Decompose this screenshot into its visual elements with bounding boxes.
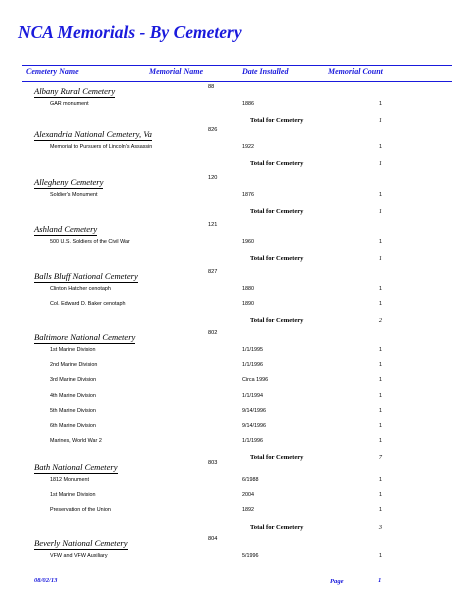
date-installed: 2004 (242, 492, 254, 499)
footer-page-number: 1 (378, 577, 382, 584)
date-installed: 1/1/1996 (242, 362, 263, 369)
total-value: 2 (378, 317, 382, 325)
column-header-row (22, 65, 452, 82)
memorial-name: 6th Marine Division (50, 423, 96, 429)
cemetery-name: Allegheny Cemetery (34, 177, 104, 187)
memorial-count: 1 (379, 507, 382, 514)
total-label: Total for Cemetery (250, 454, 304, 462)
memorial-count: 1 (379, 347, 382, 353)
memorial-name: Clinton Hatcher cenotaph (50, 286, 111, 292)
memorial-count: 1 (379, 492, 382, 499)
memorial-count: 1 (379, 192, 382, 198)
memorial-name: 1st Marine Division (50, 492, 96, 499)
total-label: Total for Cemetery (250, 208, 304, 216)
page-title: NCA Memorials - By Cemetery (18, 22, 242, 42)
memorial-count: 1 (379, 477, 382, 483)
memorial-name: 1812 Monument (50, 477, 89, 483)
memorial-name: Marines, World War 2 (50, 438, 102, 445)
memorial-count: 1 (379, 423, 382, 429)
cemetery-name: Balls Bluff National Cemetery (34, 271, 138, 281)
date-installed: 1892 (242, 507, 254, 514)
cemetery-id: 827 (208, 269, 218, 275)
cemetery-name: Bath National Cemetery (34, 462, 118, 472)
memorial-count: 1 (379, 392, 382, 399)
memorial-name: 2nd Marine Division (50, 362, 98, 369)
date-installed: 9/14/1996 (242, 407, 266, 414)
column-header-memorial: Memorial Name (149, 67, 203, 76)
cemetery-id: 120 (208, 175, 218, 181)
date-installed: 1/1/1994 (242, 392, 263, 399)
memorial-count: 1 (379, 301, 382, 308)
date-installed: 1922 (242, 144, 254, 150)
date-installed: 1880 (242, 286, 254, 292)
memorial-name: Memorial to Pursuers of Lincoln's Assassin (50, 144, 153, 150)
memorial-name: 4th Marine Division (50, 392, 96, 399)
memorial-name: Preservation of the Union (50, 507, 111, 514)
memorial-count: 1 (379, 438, 382, 445)
total-value: 7 (378, 454, 382, 462)
date-installed: 1886 (242, 101, 254, 107)
date-installed: 9/14/1996 (242, 423, 266, 429)
memorial-count: 1 (379, 553, 382, 559)
memorial-name: 5th Marine Division (50, 407, 96, 414)
memorial-count: 1 (379, 144, 382, 150)
memorial-name: VFW and VFW Auxiliary (50, 553, 108, 559)
total-value: 1 (378, 117, 382, 125)
date-installed: 6/1988 (242, 477, 259, 483)
memorial-count: 1 (379, 407, 382, 414)
memorial-name: 1st Marine Division (50, 347, 96, 353)
cemetery-name: Ashland Cemetery (34, 224, 98, 234)
column-header-date: Date Installed (242, 67, 289, 76)
column-header-count: Memorial Count (328, 67, 383, 76)
date-installed: 5/1996 (242, 553, 259, 559)
memorial-count: 1 (379, 101, 382, 107)
cemetery-id: 121 (208, 222, 218, 228)
cemetery-id: 826 (208, 127, 218, 133)
memorial-name: 3rd Marine Division (50, 377, 97, 384)
cemetery-id: 803 (208, 460, 218, 466)
memorial-count: 1 (379, 239, 382, 245)
footer-date: 08/02/13 (34, 577, 58, 584)
date-installed: 1/1/1995 (242, 347, 263, 353)
total-label: Total for Cemetery (250, 160, 304, 168)
footer-page-label: Page (330, 578, 344, 585)
cemetery-id: 804 (208, 536, 218, 542)
memorial-count: 1 (379, 362, 382, 369)
cemetery-name: Albany Rural Cemetery (34, 86, 116, 96)
cemetery-id: 88 (208, 84, 215, 90)
memorial-count: 1 (379, 377, 382, 384)
cemetery-name: Baltimore National Cemetery (34, 332, 136, 342)
total-value: 1 (378, 208, 382, 216)
cemetery-id: 802 (208, 330, 218, 336)
total-label: Total for Cemetery (250, 317, 304, 325)
date-installed: 1/1/1996 (242, 438, 263, 445)
date-installed: 1960 (242, 239, 254, 245)
cemetery-name: Beverly National Cemetery (34, 538, 128, 548)
cemetery-name: Alexandria National Cemetery, Va (34, 129, 152, 139)
column-header-cemetery: Cemetery Name (26, 67, 79, 76)
date-installed: 1876 (242, 192, 254, 198)
total-label: Total for Cemetery (250, 255, 304, 263)
date-installed: 1890 (242, 301, 254, 308)
memorial-name: Col. Edward D. Baker cenotaph (50, 301, 126, 308)
total-value: 1 (378, 255, 382, 263)
memorial-name: GAR monument (50, 101, 89, 107)
memorial-name: Soldier's Monument (50, 192, 98, 198)
total-value: 1 (378, 160, 382, 168)
date-installed: Circa 1996 (242, 377, 269, 384)
total-value: 3 (378, 523, 382, 531)
memorial-count: 1 (379, 286, 382, 292)
memorial-name: 500 U.S. Soldiers of the Civil War (50, 239, 130, 245)
total-label: Total for Cemetery (250, 523, 304, 531)
total-label: Total for Cemetery (250, 117, 304, 125)
